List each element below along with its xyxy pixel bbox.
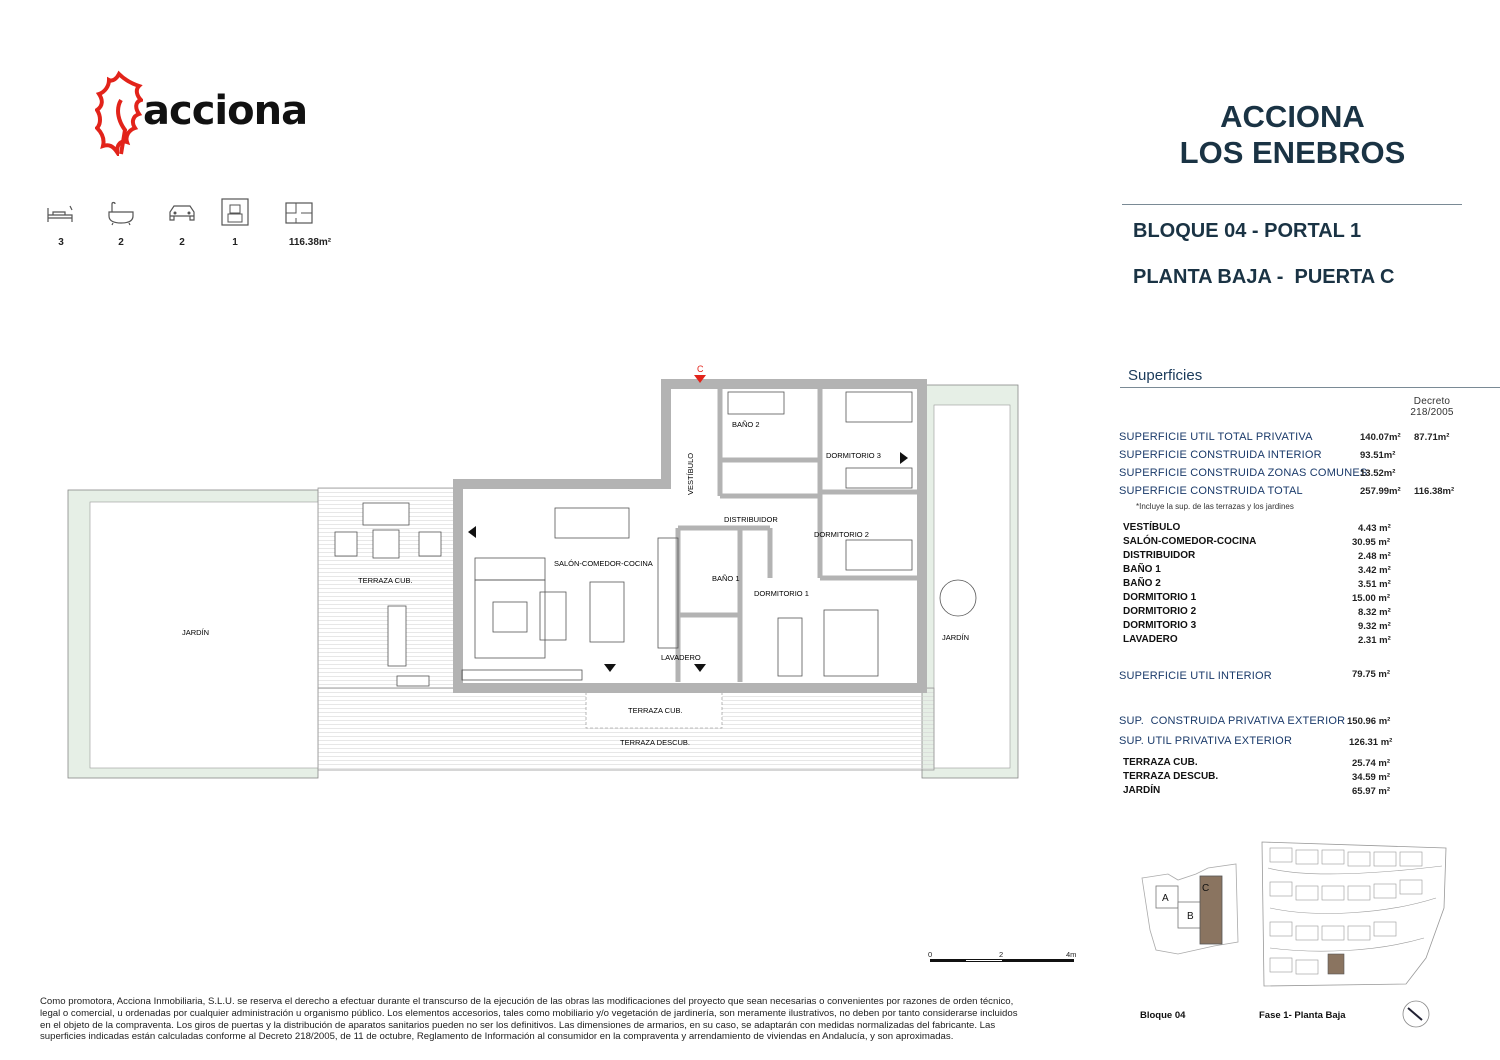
label-dormitorio3: DORMITORIO 3 <box>826 451 881 460</box>
label-distribuidor: DISTRIBUIDOR <box>724 515 778 524</box>
summary-label-2: SUPERFICIE CONSTRUIDA ZONAS COMUNES <box>1119 467 1368 479</box>
summary-value-0: 140.07m² <box>1360 432 1401 443</box>
block-caption: Bloque 04 <box>1140 1010 1186 1021</box>
scale-bar <box>928 950 1078 966</box>
room-value-dormitorio1: 15.00 m² <box>1352 593 1391 604</box>
ext-value-terraza-descub: 34.59 m² <box>1352 772 1391 783</box>
room-value-bano1: 3.42 m² <box>1358 565 1391 576</box>
exterior-useful-label: SUP. UTIL PRIVATIVA EXTERIOR <box>1119 735 1293 747</box>
decree-heading <box>1400 396 1464 418</box>
key-letter-a: A <box>1162 893 1169 904</box>
entry-marker-letter: C <box>697 364 704 374</box>
ext-label-terraza-cub: TERRAZA CUB. <box>1123 757 1198 768</box>
label-terraza-descub: TERRAZA DESCUB. <box>620 738 691 747</box>
ext-label-terraza-descub: TERRAZA DESCUB. <box>1123 771 1219 782</box>
title-divider <box>1122 204 1462 205</box>
surfaces-divider <box>1120 387 1500 388</box>
north-arrow-icon <box>1400 998 1432 1030</box>
disclaimer-line: legal o comercial, u ordenadas por cualquier administración u organismo público. Los elementos accesorios, tales como mobiliario y/o vegetación de jardinería, son meramente ilustrativos, no deben por tanto considerarse incluidos <box>40 1007 1018 1019</box>
brand-logo <box>95 70 315 156</box>
stat-bathrooms: 2 <box>118 237 124 248</box>
stat-storage: 1 <box>232 237 238 248</box>
stat-bedrooms: 3 <box>58 237 64 248</box>
car-icon <box>167 198 197 228</box>
interior-label: SUPERFICIE UTIL INTERIOR <box>1119 670 1272 682</box>
label-bano1: BAÑO 1 <box>712 574 740 583</box>
label-terraza-cub-left: TERRAZA CUB. <box>358 576 413 585</box>
room-value-dormitorio3: 9.32 m² <box>1358 621 1391 632</box>
ext-value-jardin: 65.97 m² <box>1352 786 1391 797</box>
scale-bar-segment <box>930 959 966 962</box>
summary-decree-3: 116.38m² <box>1414 486 1455 497</box>
brand-name: acciona <box>143 88 308 134</box>
room-label-lavadero: LAVADERO <box>1123 634 1178 645</box>
room-label-distribuidor: DISTRIBUIDOR <box>1123 550 1196 561</box>
room-value-dormitorio2: 8.32 m² <box>1358 607 1391 618</box>
summary-label-1: SUPERFICIE CONSTRUIDA INTERIOR <box>1119 449 1322 461</box>
room-label-bano1: BAÑO 1 <box>1123 564 1161 575</box>
floor-plan <box>60 360 1040 790</box>
room-value-distribuidor: 2.48 m² <box>1358 551 1391 562</box>
label-salon: SALÓN-COMEDOR-COCINA <box>554 559 653 568</box>
ext-label-jardin: JARDÍN <box>1123 785 1161 796</box>
scale-bar-segment <box>966 959 1002 962</box>
stat-parking: 2 <box>179 237 185 248</box>
room-label-dormitorio1: DORMITORIO 1 <box>1123 592 1197 603</box>
room-value-lavadero: 2.31 m² <box>1358 635 1391 646</box>
surfaces-heading: Superficies <box>1128 367 1203 384</box>
label-dormitorio1: DORMITORIO 1 <box>754 589 809 598</box>
stats-row <box>40 195 360 255</box>
disclaimer-line: superficies indicadas están calculadas conforme al Decreto 218/2005, de 11 de octubre, Reglamento de Información al consumidor en la compraventa y arrendamiento de viviendas en Andalucía, y son aproximadas. <box>40 1031 954 1043</box>
room-value-bano2: 3.51 m² <box>1358 579 1391 590</box>
room-value-vestibulo: 4.43 m² <box>1358 523 1391 534</box>
room-label-salon: SALÓN-COMEDOR-COCINA <box>1123 536 1257 547</box>
room-label-dormitorio3: DORMITORIO 3 <box>1123 620 1197 631</box>
phase-caption: Fase 1- Planta Baja <box>1259 1010 1346 1021</box>
legal-disclaimer <box>40 996 1100 1043</box>
block-portal: BLOQUE 04 - PORTAL 1 <box>1133 220 1362 242</box>
scale-tick-0: 0 <box>928 950 933 959</box>
floorplan-icon <box>284 198 314 228</box>
scale-tick-2: 2 <box>999 950 1004 959</box>
key-letter-b: B <box>1187 911 1194 922</box>
decree-line1: Decreto <box>1413 396 1451 407</box>
label-bano2: BAÑO 2 <box>732 420 760 429</box>
garden-table <box>940 580 976 616</box>
summary-value-3: 257.99m² <box>1360 486 1401 497</box>
label-dormitorio2: DORMITORIO 2 <box>814 530 869 539</box>
label-jardin-right: JARDÍN <box>942 633 970 642</box>
disclaimer-line: en el objeto de la compraventa. Los giros de puertas y la distribución de aparatos sanitarios pueden no ser los definitivos. Las dimensiones de armarios, en su caso, se adaptarán con medidas normalizadas del fabricante. Las <box>40 1019 996 1031</box>
summary-label-3: SUPERFICIE CONSTRUIDA TOTAL <box>1119 485 1303 497</box>
stat-area: 116.38m² <box>288 237 332 248</box>
room-label-bano2: BAÑO 2 <box>1123 578 1161 589</box>
label-vestibulo: VESTÍBULO <box>686 452 695 495</box>
scale-tick-4: 4m <box>1066 950 1077 959</box>
summary-value-1: 93.51m² <box>1360 450 1396 461</box>
floor-door: PLANTA BAJA - PUERTA C <box>1133 266 1395 288</box>
label-terraza-cub-bottom: TERRAZA CUB. <box>628 706 683 715</box>
bed-icon <box>45 198 75 228</box>
exterior-useful-value: 126.31 m² <box>1349 737 1393 748</box>
key-letter-c: C <box>1202 883 1210 894</box>
phase-site-plan <box>1256 838 1452 988</box>
exterior-built-value: 150.96 m² <box>1347 716 1391 727</box>
room-value-salon: 30.95 m² <box>1352 537 1391 548</box>
surfaces-note: *Incluye la sup. de las terrazas y los jardines <box>1136 502 1294 511</box>
acciona-tree-icon <box>95 70 143 156</box>
ext-value-terraza-cub: 25.74 m² <box>1352 758 1391 769</box>
label-lavadero: LAVADERO <box>661 653 701 662</box>
decree-line2: 218/2005 <box>1410 407 1454 418</box>
exterior-built-label: SUP. CONSTRUIDA PRIVATIVA EXTERIOR <box>1119 715 1346 727</box>
room-label-dormitorio2: DORMITORIO 2 <box>1123 606 1197 617</box>
interior-value: 79.75 m² <box>1352 669 1391 680</box>
storage-icon <box>220 197 250 227</box>
phase-highlight-block <box>1328 954 1344 974</box>
bathtub-icon <box>106 198 136 228</box>
disclaimer-line: Como promotora, Acciona Inmobiliaria, S.L.U. se reserva el derecho a efectuar durante el transcurso de la ejecución de las obras las modificaciones del proyecto que sean necesarias o convenientes por razones de orden técnico, <box>40 996 1014 1007</box>
block-key-plan <box>1138 860 1248 960</box>
label-jardin-left: JARDÍN <box>182 628 210 637</box>
summary-decree-0: 87.71m² <box>1414 432 1450 443</box>
summary-label-0: SUPERFICIE UTIL TOTAL PRIVATIVA <box>1119 431 1313 443</box>
room-label-vestibulo: VESTÍBULO <box>1123 522 1181 533</box>
scale-bar-segment <box>1002 959 1074 962</box>
project-title-line2: LOS ENEBROS <box>1179 135 1406 170</box>
summary-value-2: 13.52m² <box>1360 468 1396 479</box>
project-title-line1: ACCIONA <box>1220 99 1365 134</box>
